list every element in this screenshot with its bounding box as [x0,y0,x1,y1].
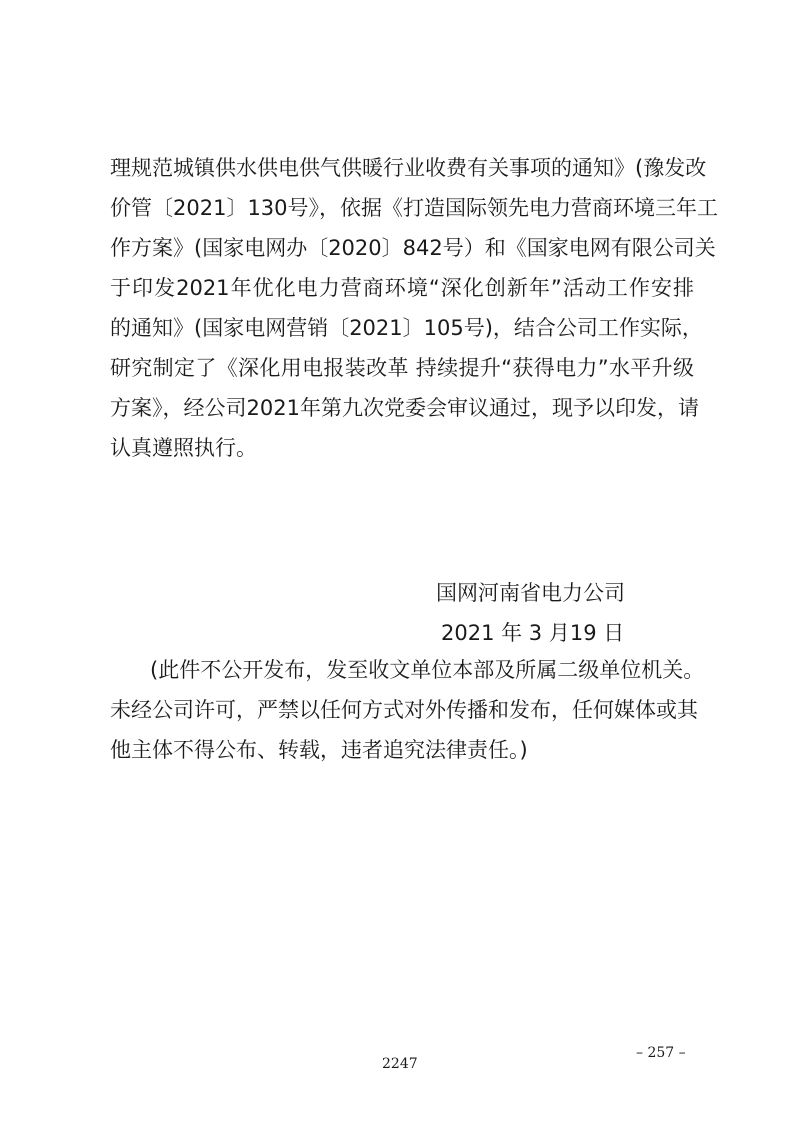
body-line: 于印发2021年优化电力营商环境“深化创新年”活动工作安排 [110,276,694,300]
distribution-notice [110,650,705,770]
body-line: 的通知》(国家电网营销〔2021〕105号)，结合公司工作实际， [110,316,703,340]
sequence-number: 2247 [382,1056,418,1072]
notice-line: (此件不公开发布，发至收文单位本部及所属二级单位机关。 [150,658,705,682]
body-line: 价管〔2021〕130号》，依据《打造国际领先电力营商环境三年工 [110,196,719,220]
notice-line: 未经公司许可，严禁以任何方式对外传播和发布，任何媒体或其 [110,698,698,722]
body-paragraph [110,148,719,468]
body-line: 作方案》(国家电网办〔2020〕842号）和《国家电网有限公司关 [110,236,716,260]
notice-line: 他主体不得公布、转载，违者追究法律责任。) [110,738,528,762]
body-line: 理规范城镇供水供电供气供暖行业收费有关事项的通知》(豫发改 [110,156,707,180]
body-line: 认真遵照执行。 [110,436,257,460]
body-line: 方案》，经公司2021年第九次党委会审议通过，现予以印发，请 [110,396,699,420]
issuing-organization: 国网河南省电力公司 [436,581,625,605]
page-number: – 257 – [636,1045,686,1061]
body-line: 研究制定了《深化用电报装改革 持续提升“获得电力”水平升级 [110,356,694,380]
issue-date: 2021 年 3 月19 日 [441,621,625,645]
